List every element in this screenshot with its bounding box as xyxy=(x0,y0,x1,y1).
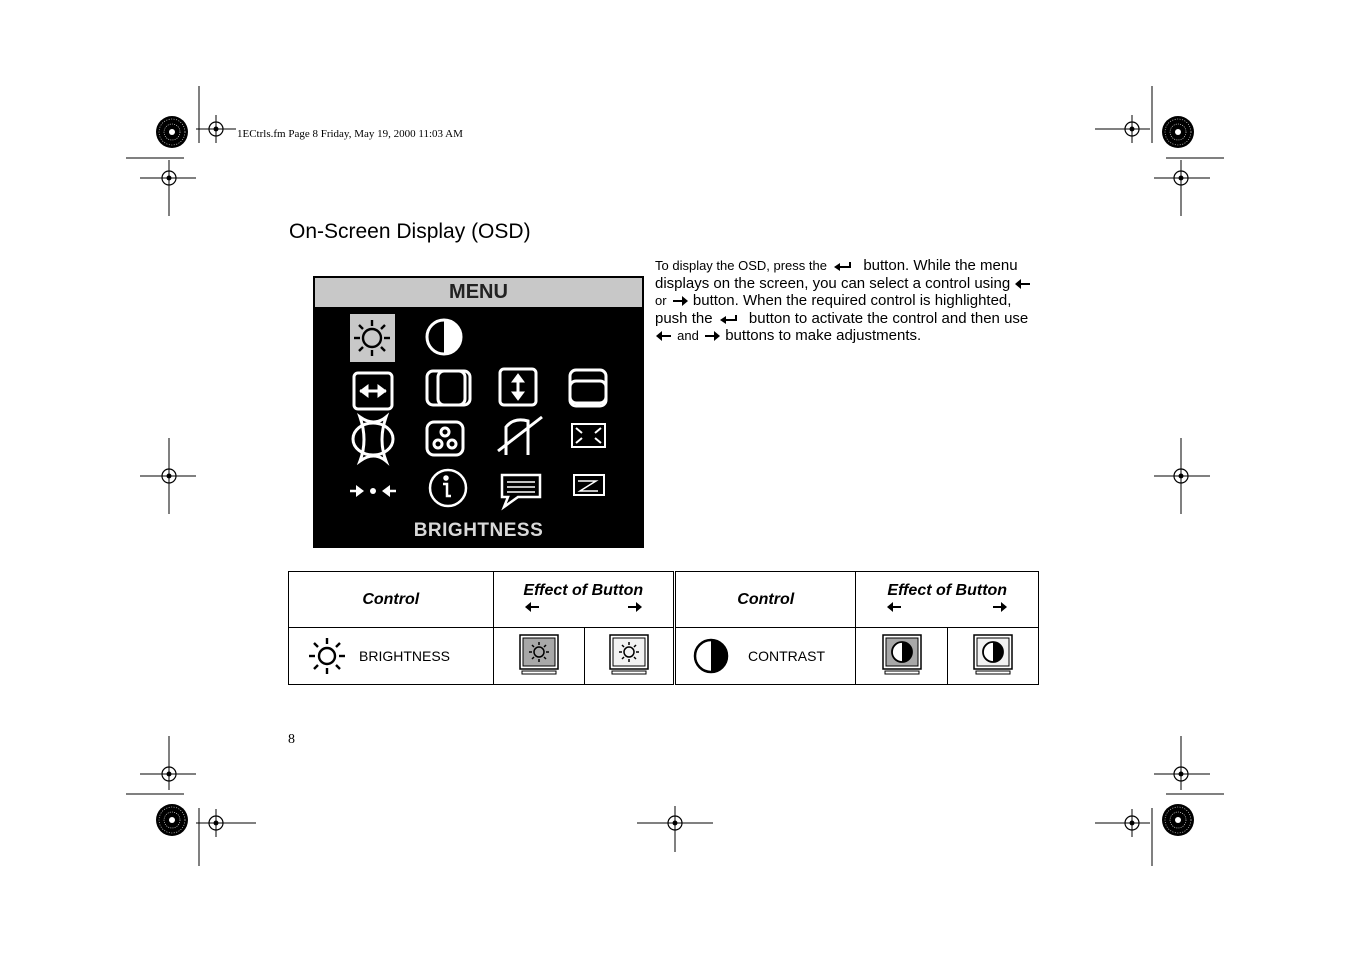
instructions-text-3: button. When the required control is highlighted, push the xyxy=(655,292,1012,327)
right-arrow-icon xyxy=(992,601,1008,613)
instructions-paragraph xyxy=(655,257,1040,345)
moire-icon xyxy=(350,485,396,497)
header-effect xyxy=(493,572,674,628)
osd-icon-grid xyxy=(314,277,645,549)
pincushion-icon xyxy=(353,417,393,461)
enter-icon xyxy=(831,259,859,273)
monitor-high-contrast-icon xyxy=(973,634,1013,676)
exit-icon xyxy=(574,475,604,495)
contrast-increase-effect xyxy=(947,628,1038,685)
instructions-text-1: To display the OSD, press the xyxy=(655,258,827,273)
brightness-icon xyxy=(350,314,395,362)
control-name-contrast: CONTRAST xyxy=(748,648,825,664)
contrast-icon xyxy=(692,637,730,675)
header-effect-label: Effect of Button xyxy=(523,581,644,599)
monitor-bright-brightness-icon xyxy=(609,634,649,676)
h-position-icon xyxy=(354,373,392,409)
osd-menu-label: MENU xyxy=(315,278,642,307)
monitor-dim-brightness-icon xyxy=(519,634,559,676)
page-number: 8 xyxy=(288,732,295,747)
osd-menu-illustration xyxy=(313,276,644,548)
v-position-icon xyxy=(500,369,536,405)
information-icon xyxy=(430,470,466,506)
page-title: On-Screen Display (OSD) xyxy=(289,220,531,243)
brightness-increase-effect xyxy=(584,628,674,685)
instructions-text-5: buttons to make adjustments. xyxy=(725,327,922,345)
monitor-low-contrast-icon xyxy=(882,634,922,676)
color-icon xyxy=(427,422,463,455)
control-cell-brightness xyxy=(289,628,494,685)
contrast-icon xyxy=(427,320,461,354)
controls-table xyxy=(288,571,1039,685)
right-arrow-icon xyxy=(671,295,689,307)
h-size-icon xyxy=(427,371,470,405)
control-name-brightness: BRIGHTNESS xyxy=(359,648,451,664)
language-icon xyxy=(502,475,540,507)
header-control-2: Control xyxy=(675,572,856,628)
brightness-decrease-effect xyxy=(493,628,584,685)
zoom-icon xyxy=(572,424,605,447)
contrast-decrease-effect xyxy=(856,628,947,685)
table-row xyxy=(289,628,1039,685)
left-arrow-icon xyxy=(524,601,540,613)
left-arrow-icon xyxy=(655,330,673,342)
instructions-text-4: button to activate the control and then use xyxy=(748,309,1029,327)
header-effect-label-2: Effect of Button xyxy=(887,581,1008,599)
instructions-or: or xyxy=(655,293,667,309)
header-control: Control xyxy=(289,572,494,628)
instructions-and: and xyxy=(677,328,699,344)
header-effect-2 xyxy=(856,572,1039,628)
instructions-text-2: button. While the menu displays on the screen, you can select a control using xyxy=(655,257,1018,292)
brightness-icon xyxy=(307,636,347,676)
osd-selected-label: BRIGHTNESS xyxy=(413,520,544,541)
control-cell-contrast xyxy=(675,628,856,685)
enter-icon xyxy=(717,312,745,326)
v-size-icon xyxy=(570,370,606,406)
parallelogram-icon xyxy=(498,417,542,455)
file-header-line: 1ECtrls.fm Page 8 Friday, May 19, 2000 11:03 AM xyxy=(237,128,463,140)
right-arrow-icon xyxy=(703,330,721,342)
left-arrow-icon xyxy=(1014,278,1032,290)
right-arrow-icon xyxy=(627,601,643,613)
left-arrow-icon xyxy=(886,601,902,613)
